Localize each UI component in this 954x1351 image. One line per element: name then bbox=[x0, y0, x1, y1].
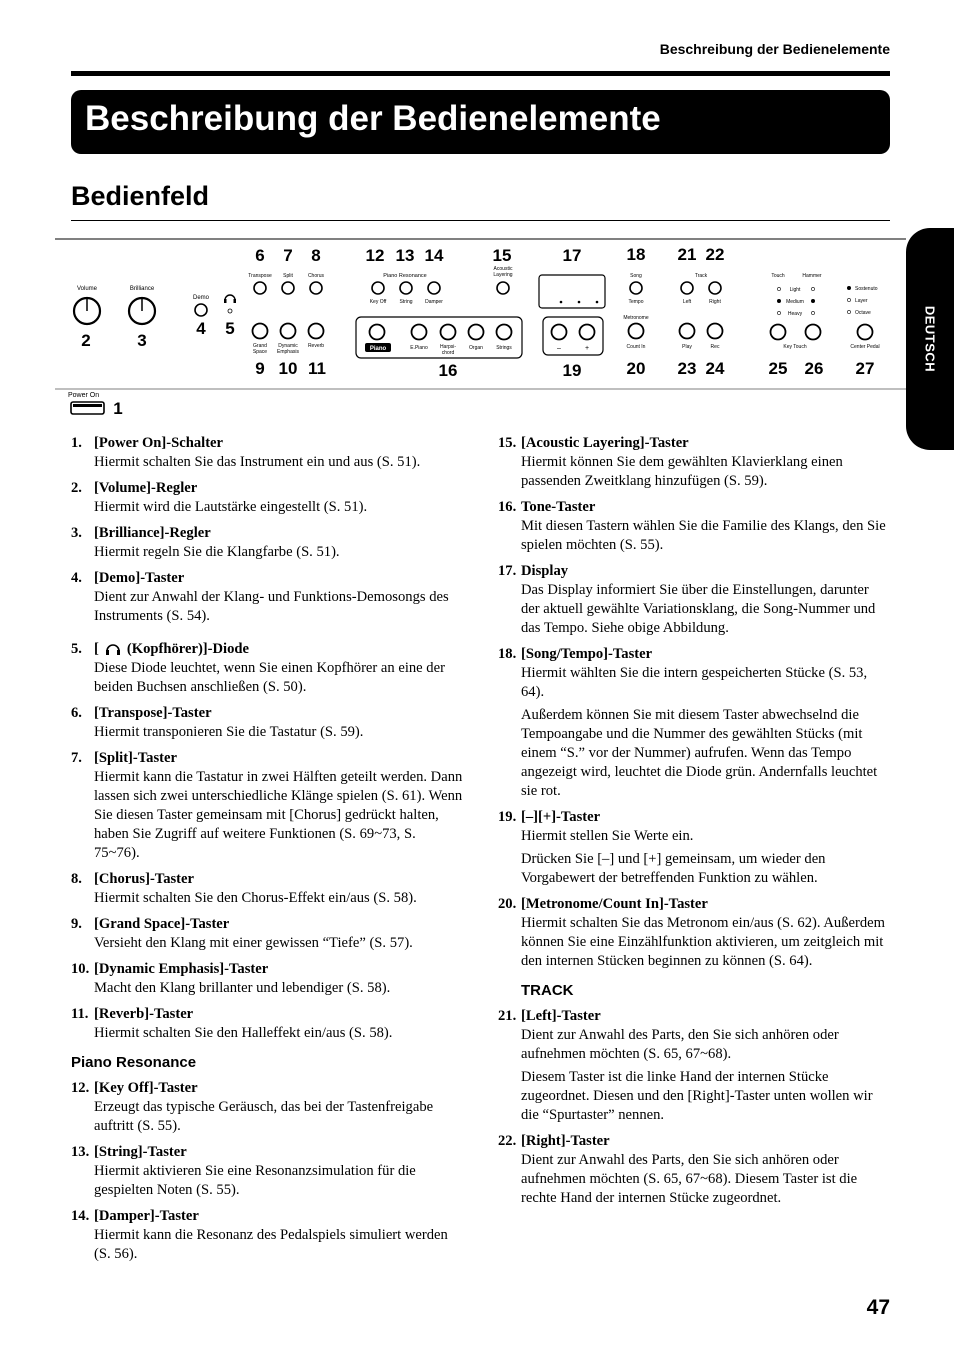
top-rule bbox=[71, 71, 890, 76]
item-3: 3. [Brilliance]-Regler Hiermit regeln Sie die Klangfarbe (S. 51). bbox=[71, 525, 340, 560]
key-off-button[interactable] bbox=[372, 282, 384, 294]
tone-strings-button[interactable] bbox=[497, 325, 512, 340]
item-6: 6. [Transpose]-Taster Hiermit transponieren Sie die Tastatur (S. 59). bbox=[71, 705, 364, 740]
piano-label: Piano bbox=[369, 346, 387, 352]
item-18: 18. [Song/Tempo]-Taster Hiermit wählten Sie die intern gespeicherten Stücke (S. 53, 64). Außerdem können Sie mit diesem Taster abwechselnd die Tempoangabe und die Nummer des gewählten Stücks (mit einem “S.” vor der Nummer) aufrufen. Wenn das Tempo angezeigt wird, leuchtet die Diode grün. Andernfalls leuchtet sie rot. bbox=[498, 646, 878, 799]
item-12: 12. [Key Off]-Taster Erzeugt das typische Geräusch, das bei der Tastenfreigabe auftritt (S. 55). bbox=[71, 1080, 434, 1134]
display-dot-1 bbox=[560, 301, 563, 304]
page-number: 47 bbox=[866, 1296, 890, 1319]
key-off-label: Key Off bbox=[369, 299, 387, 305]
hammer-light-led bbox=[811, 287, 814, 290]
section-rule bbox=[71, 220, 890, 221]
touch-label: Touch bbox=[771, 273, 785, 279]
callout-4: 4 bbox=[196, 319, 206, 338]
octave-led bbox=[847, 310, 850, 313]
brilliance-label: Brilliance bbox=[129, 286, 155, 292]
control-panel-diagram bbox=[55, 238, 906, 420]
plus-button[interactable] bbox=[580, 325, 595, 340]
callout-10: 10 bbox=[278, 359, 298, 378]
hammer-heavy-led bbox=[811, 311, 814, 314]
power-on-switch[interactable] bbox=[71, 402, 104, 414]
callout-15: 15 bbox=[492, 246, 512, 265]
demo-label: Demo bbox=[192, 295, 210, 301]
callout-7: 7 bbox=[283, 246, 293, 265]
item-17: 17. Display Das Display informiert Sie über die Einstellungen, darunter der aktuell gewählte Variationsklang, die Song-Nummer und das Tempo. Siehe obige Abbildung. bbox=[498, 563, 876, 636]
harpsichord-label-2: chord bbox=[441, 350, 455, 356]
heavy-led bbox=[777, 311, 780, 314]
track-left-button[interactable] bbox=[681, 282, 693, 294]
play-button[interactable] bbox=[680, 324, 695, 339]
brilliance-knob[interactable] bbox=[129, 286, 155, 324]
hammer-medium-led bbox=[811, 299, 815, 303]
hammer-label: Hammer bbox=[802, 273, 822, 279]
center-pedal-label: Center Pedal bbox=[850, 344, 880, 350]
item-4: 4. [Demo]-Taster Dient zur Anwahl der Klang- und Funktions-Demosongs des Instruments (S. 54). bbox=[71, 570, 449, 624]
callout-12: 12 bbox=[365, 246, 385, 265]
dynamic-emphasis-label-2: Emphasis bbox=[277, 349, 299, 355]
rec-label: Rec bbox=[710, 344, 720, 350]
dynamic-emphasis-button[interactable] bbox=[281, 324, 296, 339]
rec-button[interactable] bbox=[708, 324, 723, 339]
piano-resonance-label: Piano Resonance bbox=[383, 273, 427, 279]
item-16: 16. Tone-Taster Mit diesen Tastern wählen Sie die Familie des Klangs, den Sie spielen möchten (S. 55). bbox=[498, 499, 886, 553]
callout-9: 9 bbox=[255, 359, 265, 378]
harpsichord-label-1: Harpsi- bbox=[439, 344, 457, 350]
layer-label: Layer bbox=[855, 298, 868, 304]
display bbox=[539, 275, 605, 308]
callout-21: 21 bbox=[677, 245, 697, 264]
item-2: 2. [Volume]-Regler Hiermit wird die Lautstärke eingestellt (S. 51). bbox=[71, 480, 368, 515]
medium-led bbox=[777, 299, 781, 303]
left-label: Left bbox=[682, 299, 692, 305]
volume-label: Volume bbox=[76, 286, 98, 292]
right-column bbox=[498, 434, 890, 1215]
callout-27: 27 bbox=[855, 359, 875, 378]
play-label: Play bbox=[682, 344, 692, 350]
page-title: Beschreibung der Bedienelemente bbox=[85, 99, 661, 138]
callout-20: 20 bbox=[626, 359, 646, 378]
headphones-icon bbox=[105, 641, 121, 656]
item-11: 11. [Reverb]-Taster Hiermit schalten Sie den Halleffekt ein/aus (S. 58). bbox=[71, 1006, 393, 1041]
organ-label: Organ bbox=[469, 345, 483, 351]
reverb-button[interactable] bbox=[309, 324, 324, 339]
dynamic-emphasis-label-1: Dynamic bbox=[278, 343, 298, 349]
sostenuto-led bbox=[847, 286, 851, 290]
string-label: String bbox=[399, 299, 413, 305]
item-9: 9. [Grand Space]-Taster Versieht den Klang mit einer gewissen “Tiefe” (S. 57). bbox=[71, 916, 413, 951]
metronome-label: Metronome bbox=[623, 315, 649, 321]
side-tab-label: DEUTSCH bbox=[922, 305, 938, 373]
string-button[interactable] bbox=[400, 282, 412, 294]
display-dot-2 bbox=[578, 301, 581, 304]
tempo-label: Tempo bbox=[628, 299, 644, 305]
item-15: 15. [Acoustic Layering]-Taster Hiermit können Sie dem gewählten Klavierklang einen passenden Zweitklang hinzufügen (S. 59). bbox=[498, 435, 843, 489]
transpose-button[interactable] bbox=[254, 282, 266, 294]
item-1: 1. [Power On]-Schalter Hiermit schalten Sie das Instrument ein und aus (S. 51). bbox=[71, 435, 421, 470]
grand-space-button[interactable] bbox=[253, 324, 268, 339]
hammer-button[interactable] bbox=[806, 325, 821, 340]
callout-23: 23 bbox=[677, 359, 697, 378]
volume-knob[interactable] bbox=[74, 286, 100, 324]
item-10: 10. [Dynamic Emphasis]-Taster Macht den Klang brillanter und lebendiger (S. 58). bbox=[71, 961, 391, 996]
acoustic-layering-button[interactable] bbox=[497, 282, 509, 294]
callout-25: 25 bbox=[768, 359, 788, 378]
display-dot-3 bbox=[596, 301, 599, 304]
section-title: Bedienfeld bbox=[71, 181, 210, 211]
plus-label: + bbox=[584, 345, 590, 352]
headphones-led bbox=[228, 309, 232, 313]
tone-e-piano-button[interactable] bbox=[412, 325, 427, 340]
damper-button[interactable] bbox=[428, 282, 440, 294]
track-label: Track bbox=[694, 273, 708, 279]
track-right-button[interactable] bbox=[709, 282, 721, 294]
item-13: 13. [String]-Taster Hiermit aktivieren Sie eine Resonanzsimulation für die gespielten Noten (S. 55). bbox=[71, 1144, 416, 1198]
callout-5: 5 bbox=[225, 319, 235, 338]
heavy-label: Heavy bbox=[787, 311, 803, 317]
callout-17: 17 bbox=[562, 246, 582, 265]
chorus-button[interactable] bbox=[310, 282, 322, 294]
e-piano-label: E.Piano bbox=[410, 345, 428, 351]
item-8: 8. [Chorus]-Taster Hiermit schalten Sie den Chorus-Effekt ein/aus (S. 58). bbox=[71, 871, 417, 906]
octave-label: Octave bbox=[855, 310, 871, 316]
key-touch-button[interactable] bbox=[771, 325, 786, 340]
count-in-label: Count In bbox=[626, 344, 646, 350]
demo-button[interactable] bbox=[195, 304, 207, 316]
left-column bbox=[71, 434, 463, 1271]
split-label: Split bbox=[283, 273, 293, 279]
power-on-switch-highlight bbox=[73, 404, 102, 407]
chorus-label: Chorus bbox=[307, 273, 325, 279]
tone-piano-button[interactable] bbox=[370, 325, 385, 340]
grand-space-label-1: Grand bbox=[253, 343, 267, 349]
tone-harpsichord-button[interactable] bbox=[441, 325, 456, 340]
callout-16: 16 bbox=[438, 361, 458, 380]
callout-13: 13 bbox=[395, 246, 415, 265]
transpose-label: Transpose bbox=[248, 273, 272, 279]
item-5: 5. [ (Kopfhörer)]-Diode Diese Diode leuchtet, wenn Sie einen Kopfhörer an eine der beiden Buchsen anschließen (S. 50). bbox=[71, 641, 445, 695]
power-on-label: Power On bbox=[68, 392, 100, 399]
right-label: Right bbox=[709, 299, 721, 305]
grand-space-label-2: Space bbox=[252, 349, 268, 355]
item-7: 7. [Split]-Taster Hiermit kann die Tastatur in zwei Hälften geteilt werden. Dann lassen sich zwei unterschiedliche Klänge spielen (S. 61). Wenn Sie diesen Taster gemeinsam mit [Chorus] gedrückt halten, haben Sie Zugriff auf weitere Funktionen (S. 69~73, S. 75~76). bbox=[71, 750, 463, 861]
callout-2: 2 bbox=[81, 331, 91, 350]
track-heading: TRACK bbox=[521, 982, 574, 999]
tone-organ-button[interactable] bbox=[469, 325, 484, 340]
callout-8: 8 bbox=[311, 246, 321, 265]
damper-label: Damper bbox=[425, 299, 443, 305]
light-led bbox=[777, 287, 780, 290]
song-label: Song bbox=[630, 273, 642, 279]
light-label: Light bbox=[789, 287, 801, 293]
piano-resonance-heading: Piano Resonance bbox=[71, 1054, 197, 1071]
callout-24: 24 bbox=[705, 359, 725, 378]
layer-led bbox=[847, 298, 850, 301]
medium-label: Medium bbox=[786, 299, 804, 305]
minus-label: – bbox=[557, 345, 561, 352]
reverb-label: Reverb bbox=[307, 343, 325, 349]
acoustic-layering-label-1: Acoustic bbox=[493, 266, 513, 272]
song-tempo-button[interactable] bbox=[630, 282, 642, 294]
center-pedal-button[interactable] bbox=[858, 325, 873, 340]
callout-14: 14 bbox=[424, 246, 444, 265]
callout-3: 3 bbox=[137, 331, 147, 350]
strings-label: Strings bbox=[496, 345, 512, 351]
callout-1: 1 bbox=[113, 399, 123, 418]
item-22: 22. [Right]-Taster Dient zur Anwahl des Parts, den Sie sich anhören oder aufnehmen möchten (S. 65, 67~68). Diesem Taster ist die rechte Hand der internen Stücke zugeordnet. bbox=[498, 1133, 858, 1206]
callout-18: 18 bbox=[626, 245, 646, 264]
callout-11: 11 bbox=[308, 359, 326, 378]
split-button[interactable] bbox=[282, 282, 294, 294]
acoustic-layering-label-2: Layering bbox=[493, 272, 513, 278]
running-header: Beschreibung der Bedienelemente bbox=[659, 41, 890, 57]
title-bar bbox=[71, 90, 890, 154]
callout-19: 19 bbox=[562, 361, 582, 380]
callout-6: 6 bbox=[255, 246, 265, 265]
item-19: 19. [–][+]-Taster Hiermit stellen Sie Werte ein. Drücken Sie [–] und [+] gemeinsam, um wieder den Vorgabewert der betreffenden Funktion zu wählen. bbox=[498, 809, 826, 886]
key-touch-label: Key Touch bbox=[783, 344, 807, 350]
item-14: 14. [Damper]-Taster Hiermit kann die Resonanz des Pedalspiels simuliert werden (S. 56). bbox=[71, 1208, 448, 1262]
callout-26: 26 bbox=[804, 359, 824, 378]
callout-22: 22 bbox=[705, 245, 725, 264]
item-20: 20. [Metronome/Count In]-Taster Hiermit schalten Sie das Metronom ein/aus (S. 62). Außerdem können Sie eine Einzählfunktion aktivieren, um zeitgleich mit den internen Stücken beginnen zu können (S. 64). bbox=[498, 896, 885, 969]
metronome-button[interactable] bbox=[629, 324, 644, 339]
side-tab bbox=[906, 228, 954, 450]
minus-button[interactable] bbox=[552, 325, 567, 340]
item-21: 21. [Left]-Taster Dient zur Anwahl des Parts, den Sie sich anhören oder aufnehmen möchten (S. 65, 67~68). Diesem Taster ist die linke Hand der internen Stücke zugeordnet. Diesen und den [Right]-Taster unten wollen wir die “Spurtaster” nennen. bbox=[498, 1008, 873, 1123]
headphones-icon bbox=[224, 295, 236, 303]
sostenuto-label: Sostenuto bbox=[855, 286, 878, 292]
